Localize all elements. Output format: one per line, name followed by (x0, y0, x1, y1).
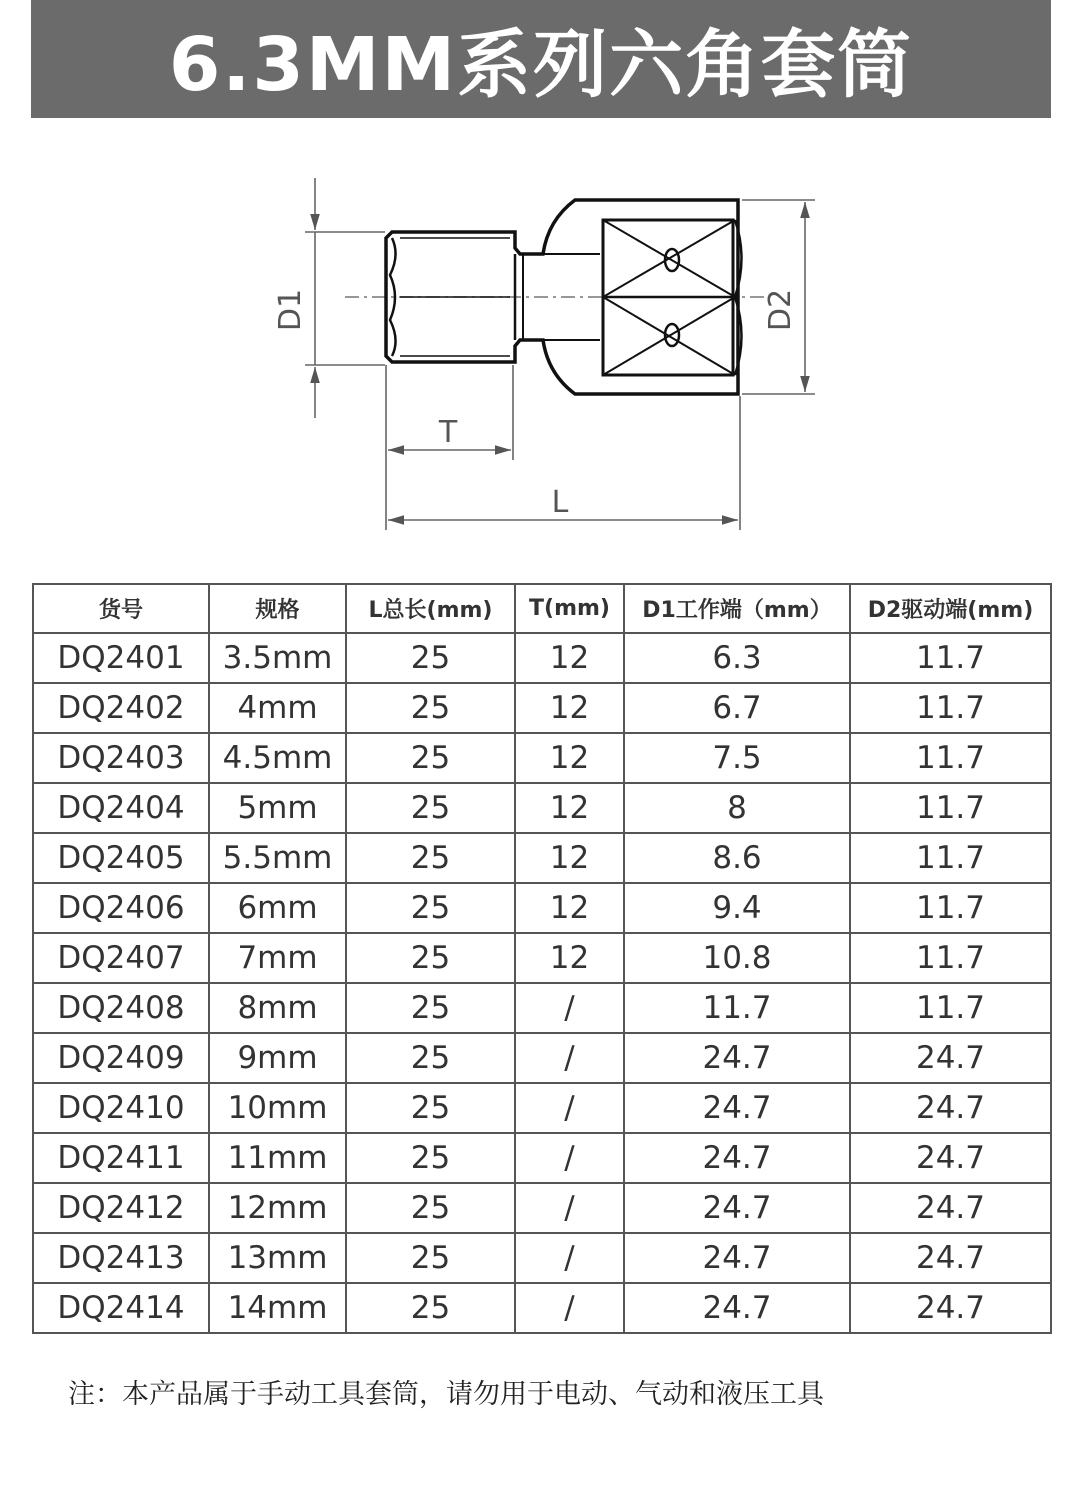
spec-cell: 14mm (209, 1283, 346, 1333)
spec-cell: 4mm (209, 683, 346, 733)
part-number-cell: DQ2402 (33, 683, 209, 733)
part-number-cell: DQ2412 (33, 1183, 209, 1233)
part-number-cell: DQ2404 (33, 783, 209, 833)
part-number-cell: DQ2403 (33, 733, 209, 783)
total-length-cell: 25 (346, 933, 515, 983)
spec-cell: 7mm (209, 933, 346, 983)
d1-cell: 24.7 (624, 1133, 850, 1183)
spec-cell: 6mm (209, 883, 346, 933)
part-number-cell: DQ2414 (33, 1283, 209, 1333)
table-row (33, 1183, 1051, 1233)
d2-cell: 11.7 (850, 883, 1051, 933)
d1-dimension (305, 178, 385, 418)
d2-cell: 11.7 (850, 933, 1051, 983)
l-label: L (551, 485, 569, 520)
total-length-cell: 25 (346, 883, 515, 933)
part-number-cell: DQ2411 (33, 1133, 209, 1183)
spec-cell: 9mm (209, 1033, 346, 1083)
spec-cell: 5.5mm (209, 833, 346, 883)
t-cell: 12 (515, 933, 624, 983)
d2-cell: 11.7 (850, 833, 1051, 883)
table-row (33, 883, 1051, 933)
d1-cell: 24.7 (624, 1083, 850, 1133)
spec-cell: 10mm (209, 1083, 346, 1133)
spec-table (32, 583, 1052, 1334)
part-number-cell: DQ2413 (33, 1233, 209, 1283)
t-cell: / (515, 983, 624, 1033)
d1-cell: 7.5 (624, 733, 850, 783)
part-number-cell: DQ2408 (33, 983, 209, 1033)
total-length-cell: 25 (346, 633, 515, 683)
part-number-cell: DQ2401 (33, 633, 209, 683)
header-d1: D1工作端（mm） (624, 584, 850, 633)
d2-cell: 24.7 (850, 1233, 1051, 1283)
header-spec: 规格 (209, 584, 346, 633)
t-cell: / (515, 1233, 624, 1283)
t-cell: / (515, 1033, 624, 1083)
t-cell: 12 (515, 683, 624, 733)
total-length-cell: 25 (346, 1233, 515, 1283)
spec-cell: 12mm (209, 1183, 346, 1233)
d1-cell: 9.4 (624, 883, 850, 933)
d2-cell: 11.7 (850, 783, 1051, 833)
table-row (33, 1083, 1051, 1133)
d2-cell: 24.7 (850, 1083, 1051, 1133)
page-title: 6.3MM系列六角套筒 (168, 22, 914, 108)
total-length-cell: 25 (346, 783, 515, 833)
total-length-cell: 25 (346, 1133, 515, 1183)
t-cell: / (515, 1183, 624, 1233)
d2-cell: 11.7 (850, 983, 1051, 1033)
d2-cell: 24.7 (850, 1283, 1051, 1333)
table-row (33, 1133, 1051, 1183)
total-length-cell: 25 (346, 1283, 515, 1333)
d1-cell: 8.6 (624, 833, 850, 883)
total-length-cell: 25 (346, 683, 515, 733)
table-row (33, 683, 1051, 733)
total-length-cell: 25 (346, 1033, 515, 1083)
header-total-length: L总长(mm) (346, 584, 515, 633)
d1-cell: 6.7 (624, 683, 850, 733)
total-length-cell: 25 (346, 983, 515, 1033)
t-cell: 12 (515, 783, 624, 833)
table-header-row (33, 584, 1051, 633)
table-row (33, 633, 1051, 683)
d1-cell: 8 (624, 783, 850, 833)
t-cell: 12 (515, 883, 624, 933)
table-row (33, 1033, 1051, 1083)
table-row (33, 1233, 1051, 1283)
t-cell: 12 (515, 833, 624, 883)
d1-cell: 11.7 (624, 983, 850, 1033)
title-banner (31, 0, 1051, 118)
part-number-cell: DQ2406 (33, 883, 209, 933)
total-length-cell: 25 (346, 1183, 515, 1233)
d1-cell: 24.7 (624, 1233, 850, 1283)
d1-cell: 10.8 (624, 933, 850, 983)
part-number-cell: DQ2405 (33, 833, 209, 883)
d2-cell: 24.7 (850, 1183, 1051, 1233)
d2-cell: 24.7 (850, 1133, 1051, 1183)
d1-label: D1 (273, 288, 308, 332)
part-number-cell: DQ2410 (33, 1083, 209, 1133)
table-row (33, 833, 1051, 883)
spec-cell: 11mm (209, 1133, 346, 1183)
table-row (33, 933, 1051, 983)
part-number-cell: DQ2407 (33, 933, 209, 983)
t-cell: / (515, 1283, 624, 1333)
header-part-number: 货号 (33, 584, 209, 633)
t-cell: / (515, 1083, 624, 1133)
d2-cell: 24.7 (850, 1033, 1051, 1083)
d2-cell: 11.7 (850, 683, 1051, 733)
d1-cell: 24.7 (624, 1033, 850, 1083)
d2-cell: 11.7 (850, 633, 1051, 683)
d1-cell: 24.7 (624, 1183, 850, 1233)
table-body (33, 633, 1051, 1333)
table-row (33, 1283, 1051, 1333)
t-cell: 12 (515, 633, 624, 683)
spec-cell: 5mm (209, 783, 346, 833)
header-t: T(mm) (515, 584, 624, 633)
socket-diagram (0, 150, 1080, 550)
spec-cell: 8mm (209, 983, 346, 1033)
t-label: T (438, 415, 458, 450)
header-d2: D2驱动端(mm) (850, 584, 1051, 633)
spec-cell: 3.5mm (209, 633, 346, 683)
t-cell: 12 (515, 733, 624, 783)
total-length-cell: 25 (346, 833, 515, 883)
socket-drawing (0, 150, 1080, 550)
table-row (33, 733, 1051, 783)
spec-cell: 4.5mm (209, 733, 346, 783)
d1-cell: 6.3 (624, 633, 850, 683)
d1-cell: 24.7 (624, 1283, 850, 1333)
usage-note: 注：本产品属于手动工具套筒，请勿用于电动、气动和液压工具 (68, 1379, 824, 1410)
table-row (33, 983, 1051, 1033)
total-length-cell: 25 (346, 733, 515, 783)
table-row (33, 783, 1051, 833)
spec-cell: 13mm (209, 1233, 346, 1283)
total-length-cell: 25 (346, 1083, 515, 1133)
t-cell: / (515, 1133, 624, 1183)
d2-label: D2 (763, 288, 798, 332)
d2-cell: 11.7 (850, 733, 1051, 783)
part-number-cell: DQ2409 (33, 1033, 209, 1083)
